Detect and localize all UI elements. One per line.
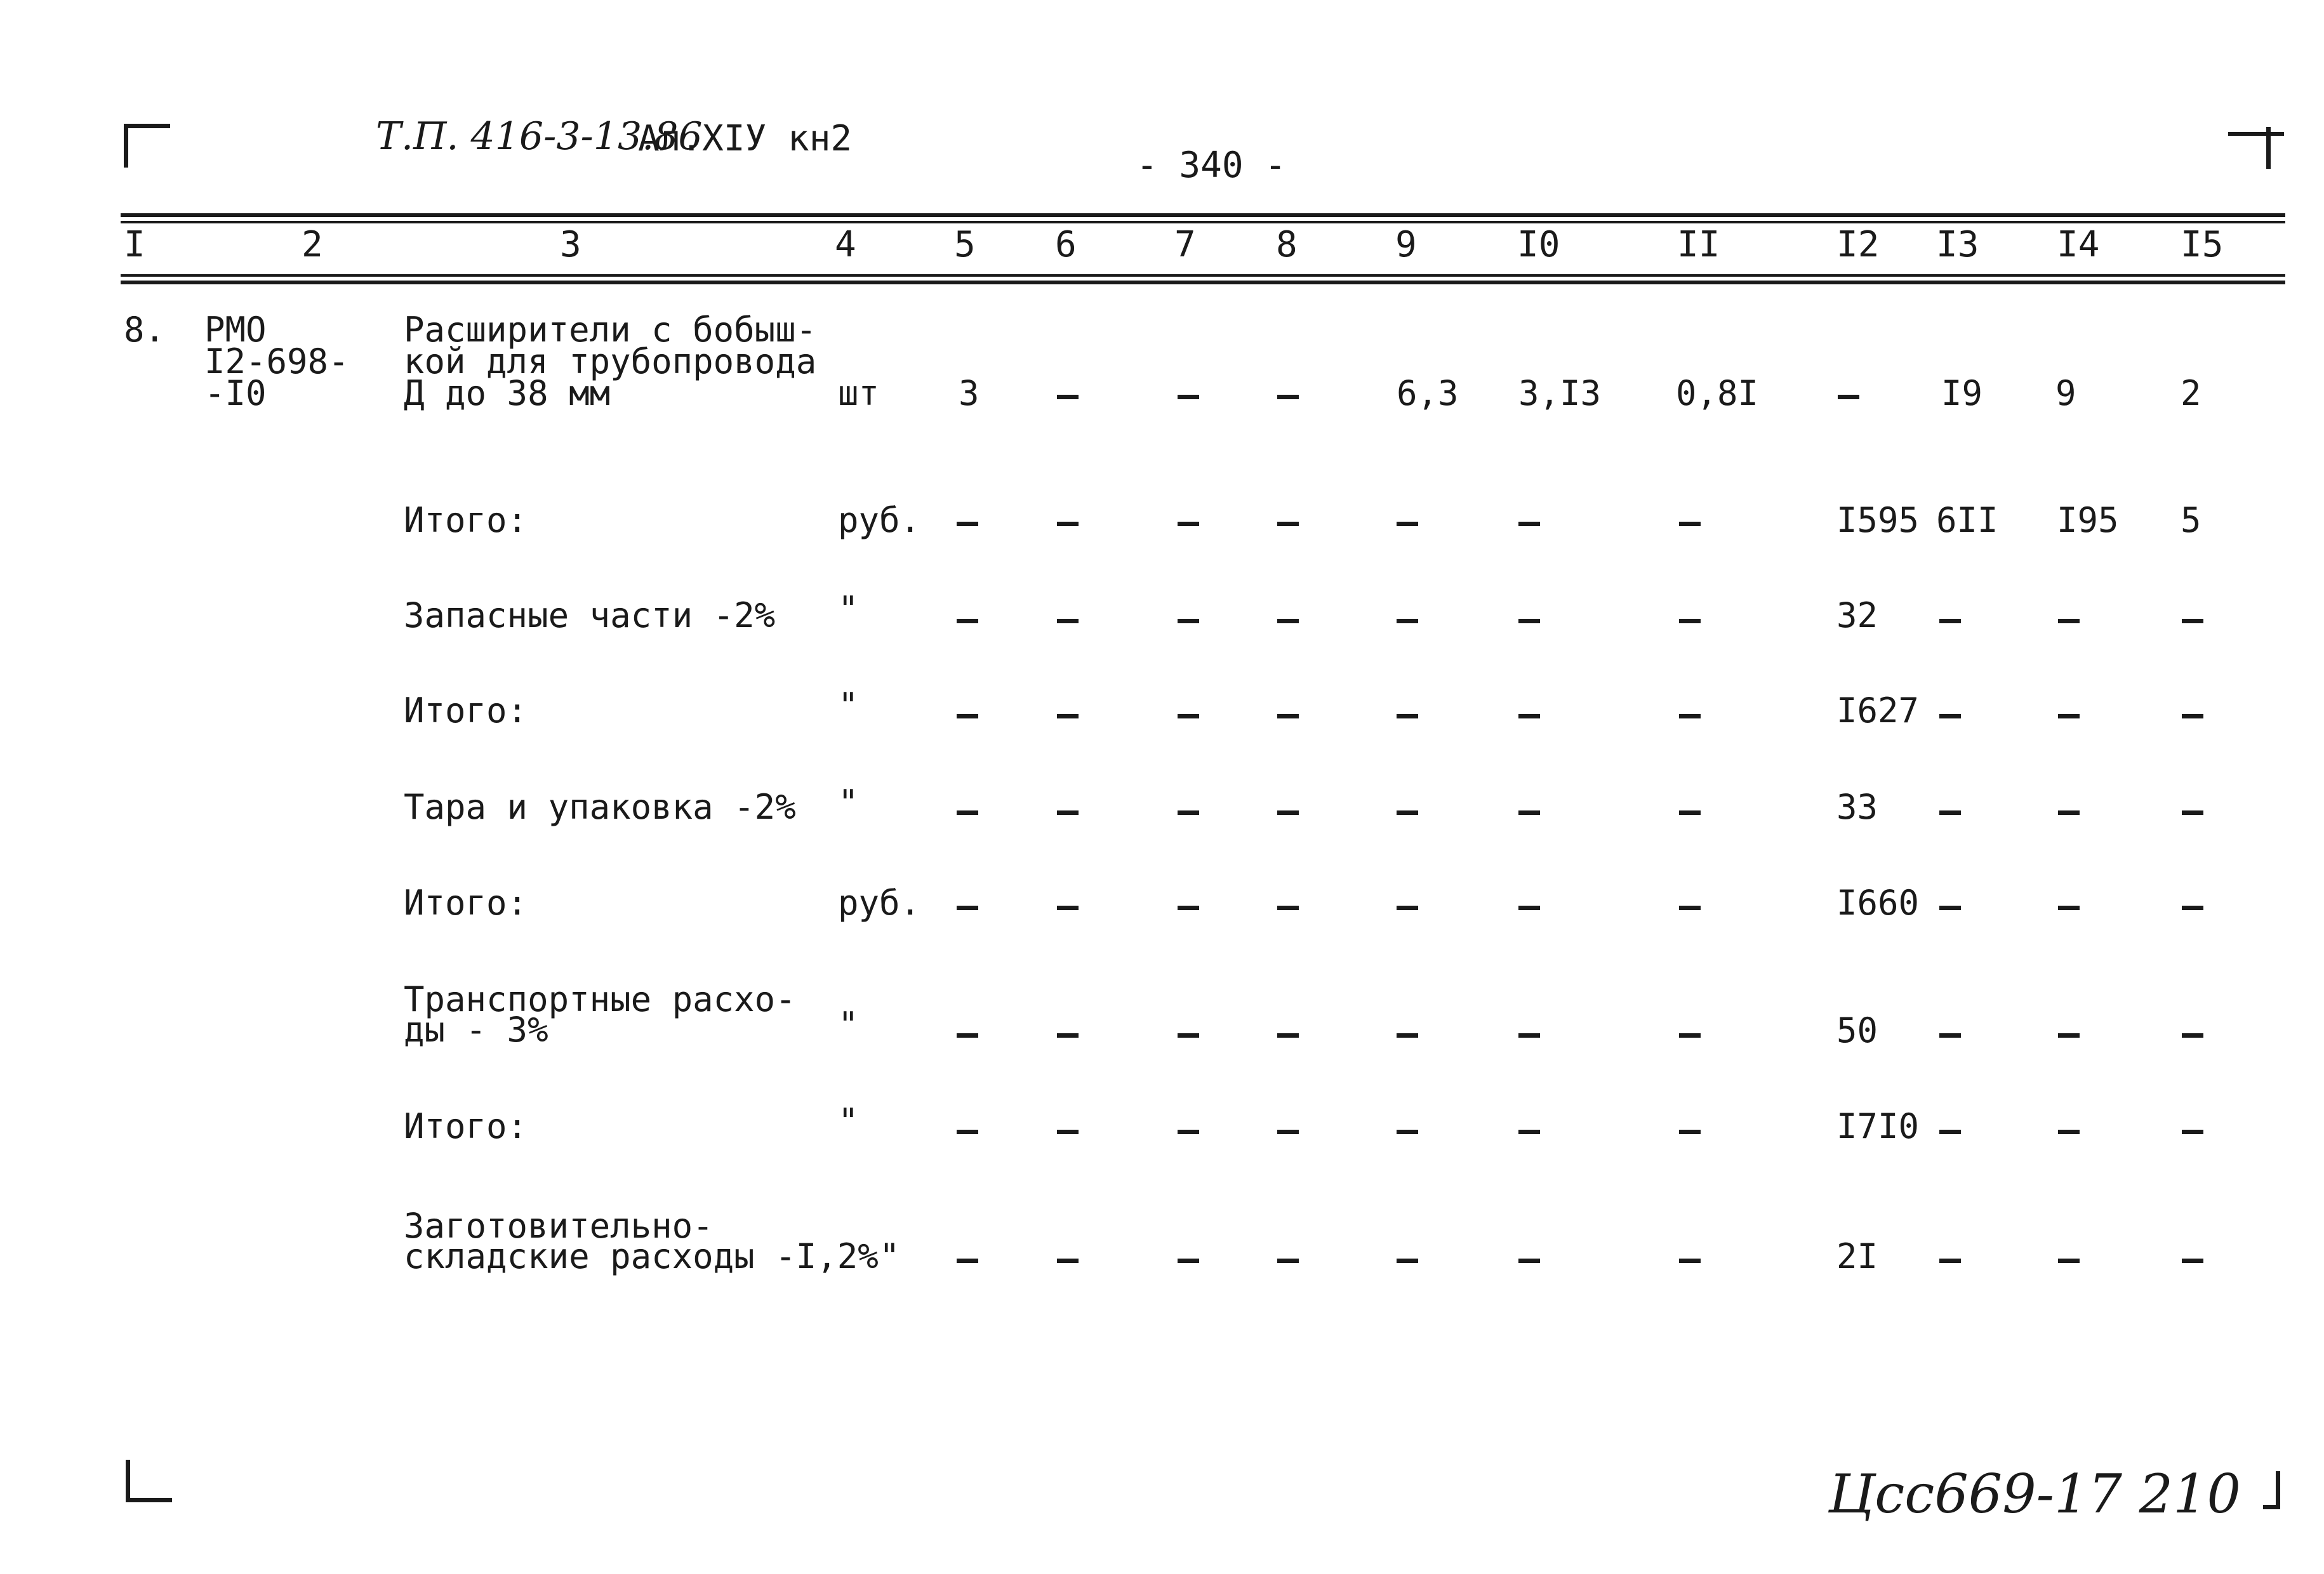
dash: [957, 714, 978, 718]
item-col-11: 0,8I: [1676, 373, 1759, 413]
dash: [957, 619, 978, 623]
dash: [1518, 1033, 1540, 1038]
dash: [1518, 522, 1540, 526]
item-col-14: 9: [2055, 373, 2076, 413]
item-col-13: I9: [1941, 373, 1983, 413]
dash: [957, 810, 978, 815]
dash: [1679, 810, 1701, 815]
row-label: Итого:: [404, 691, 528, 731]
item-col-5: 3: [959, 373, 979, 413]
row-unit: ": [838, 783, 859, 823]
page-number: - 340 -: [1136, 145, 1287, 186]
dash: [1679, 714, 1701, 718]
row-col-12: 50: [1836, 1010, 1878, 1050]
dash: [957, 1259, 978, 1263]
corner-mark-top-right: [2228, 127, 2284, 171]
row-label-line-2: складские расходы -I,2%: [404, 1236, 879, 1276]
item-code-line-2: I2-698-: [204, 341, 349, 381]
dash: [2058, 619, 2080, 623]
item-col-12-dash: [1838, 395, 1859, 399]
dash: [1397, 810, 1418, 815]
col-header-9: 9: [1395, 224, 1417, 265]
dash: [1679, 522, 1701, 526]
dash: [1518, 810, 1540, 815]
item-col-8-dash: [1277, 395, 1299, 399]
dash: [2058, 1130, 2080, 1134]
dash: [1679, 906, 1701, 910]
top-rule-2: [121, 221, 2285, 223]
row-unit: ": [838, 1101, 859, 1141]
dash: [2182, 1130, 2203, 1134]
dash: [1277, 619, 1299, 623]
row-label: Итого:: [404, 1106, 528, 1146]
dash: [1057, 810, 1079, 815]
row-unit: ": [838, 685, 859, 725]
row-label: Итого:: [404, 500, 528, 540]
row-unit: руб.: [838, 883, 921, 923]
footer-signature: Цсс669-17 210: [1828, 1463, 2241, 1525]
dash: [1397, 619, 1418, 623]
dash: [1178, 619, 1199, 623]
dash: [1057, 522, 1079, 526]
dash: [2182, 1033, 2203, 1038]
dash: [1939, 619, 1961, 623]
row-col-15: 5: [2181, 500, 2201, 540]
dash: [1057, 1130, 1079, 1134]
dash: [957, 906, 978, 910]
dash: [1277, 810, 1299, 815]
item-code-line-3: -I0: [204, 373, 267, 413]
dash: [1277, 714, 1299, 718]
row-label-line-1: Заготовительно-: [404, 1206, 714, 1246]
item-name-line-3: Д до 38 мм: [404, 373, 611, 413]
dash: [1178, 714, 1199, 718]
col-header-5: 5: [954, 224, 976, 265]
col-header-15: I5: [2181, 224, 2224, 265]
row-col-14: I95: [2057, 500, 2119, 540]
header-bottom-rule-2: [121, 281, 2285, 284]
col-header-6: 6: [1055, 224, 1077, 265]
col-header-8: 8: [1276, 224, 1298, 265]
row-label-line-2: ды - 3%: [404, 1010, 548, 1050]
dash: [1057, 906, 1079, 910]
album-label: Ал.XIУ кн2: [638, 118, 853, 159]
item-name-line-1: Расширители с бобыш-: [404, 310, 817, 350]
dash: [1277, 906, 1299, 910]
dash: [2182, 1259, 2203, 1263]
dash: [1277, 1033, 1299, 1038]
col-header-3: 3: [560, 224, 581, 265]
row-label: Итого:: [404, 883, 528, 923]
item-col-10: 3,I3: [1518, 373, 1602, 413]
item-col-6-dash: [1057, 395, 1079, 399]
dash: [1178, 1130, 1199, 1134]
row-col-12: 2I: [1836, 1236, 1878, 1276]
dash: [1397, 522, 1418, 526]
dash: [1277, 1259, 1299, 1263]
dash: [1518, 1130, 1540, 1134]
col-header-7: 7: [1174, 224, 1196, 265]
dash: [1679, 1259, 1701, 1263]
dash: [1277, 522, 1299, 526]
dash: [2182, 810, 2203, 815]
top-rule-1: [121, 213, 2285, 217]
header-bottom-rule-1: [121, 274, 2285, 277]
dash: [1178, 1033, 1199, 1038]
dash: [1178, 1259, 1199, 1263]
dash: [1679, 1130, 1701, 1134]
dash: [1518, 906, 1540, 910]
row-col-12: I595: [1836, 500, 1920, 540]
row-unit: ": [879, 1236, 900, 1276]
item-number: 8.: [124, 310, 166, 350]
row-col-12: 32: [1836, 595, 1878, 635]
item-unit: шт: [838, 373, 880, 413]
dash: [1397, 714, 1418, 718]
row-col-12: I660: [1836, 883, 1920, 923]
dash: [2058, 714, 2080, 718]
dash: [1057, 619, 1079, 623]
col-header-12: I2: [1836, 224, 1880, 265]
dash: [1939, 810, 1961, 815]
row-col-12: 33: [1836, 787, 1878, 827]
corner-mark-bottom-left: [126, 1460, 172, 1502]
item-col-15: 2: [2181, 373, 2201, 413]
dash: [2058, 906, 2080, 910]
project-code: Т.П. 416-3-13.86: [376, 114, 703, 159]
row-unit: ": [838, 589, 859, 629]
dash: [2058, 810, 2080, 815]
dash: [957, 522, 978, 526]
dash: [1518, 714, 1540, 718]
row-col-13: 6II: [1936, 500, 1998, 540]
dash: [1939, 1033, 1961, 1038]
col-header-14: I4: [2057, 224, 2100, 265]
col-header-4: 4: [835, 224, 856, 265]
item-col-9: 6,3: [1397, 373, 1459, 413]
dash: [1939, 1130, 1961, 1134]
dash: [1397, 1259, 1418, 1263]
col-header-10: I0: [1517, 224, 1560, 265]
dash: [1178, 906, 1199, 910]
dash: [1397, 906, 1418, 910]
dash: [1939, 1259, 1961, 1263]
row-col-12: I627: [1836, 691, 1920, 731]
dash: [1679, 1033, 1701, 1038]
dash: [1057, 1033, 1079, 1038]
row-col-12: I7I0: [1836, 1106, 1920, 1146]
dash: [2058, 1259, 2080, 1263]
corner-mark-bottom-right: [2263, 1471, 2282, 1509]
row-unit: ": [838, 1005, 859, 1045]
col-header-13: I3: [1936, 224, 1979, 265]
dash: [1178, 810, 1199, 815]
dash: [1057, 1259, 1079, 1263]
dash: [1518, 619, 1540, 623]
row-label: Тара и упаковка -2%: [404, 787, 796, 827]
item-name-line-2: кой для трубопровода: [404, 341, 817, 381]
dash: [2182, 714, 2203, 718]
dash: [2058, 1033, 2080, 1038]
dash: [1679, 619, 1701, 623]
dash: [1939, 906, 1961, 910]
dash: [1939, 714, 1961, 718]
row-label-line-1: Транспортные расхо-: [404, 979, 796, 1019]
dash: [1518, 1259, 1540, 1263]
col-header-1: I: [124, 224, 145, 265]
dash: [1057, 714, 1079, 718]
item-code-line-1: PMO: [204, 310, 267, 350]
dash: [957, 1033, 978, 1038]
dash: [1397, 1130, 1418, 1134]
row-label: Запасные части -2%: [404, 595, 776, 635]
dash: [1397, 1033, 1418, 1038]
item-col-7-dash: [1178, 395, 1199, 399]
col-header-2: 2: [302, 224, 323, 265]
dash: [1277, 1130, 1299, 1134]
dash: [957, 1130, 978, 1134]
row-unit: руб.: [838, 500, 921, 540]
col-header-11: II: [1677, 224, 1720, 265]
corner-mark-top-left: [124, 124, 170, 168]
dash: [2182, 619, 2203, 623]
dash: [2182, 906, 2203, 910]
dash: [1178, 522, 1199, 526]
